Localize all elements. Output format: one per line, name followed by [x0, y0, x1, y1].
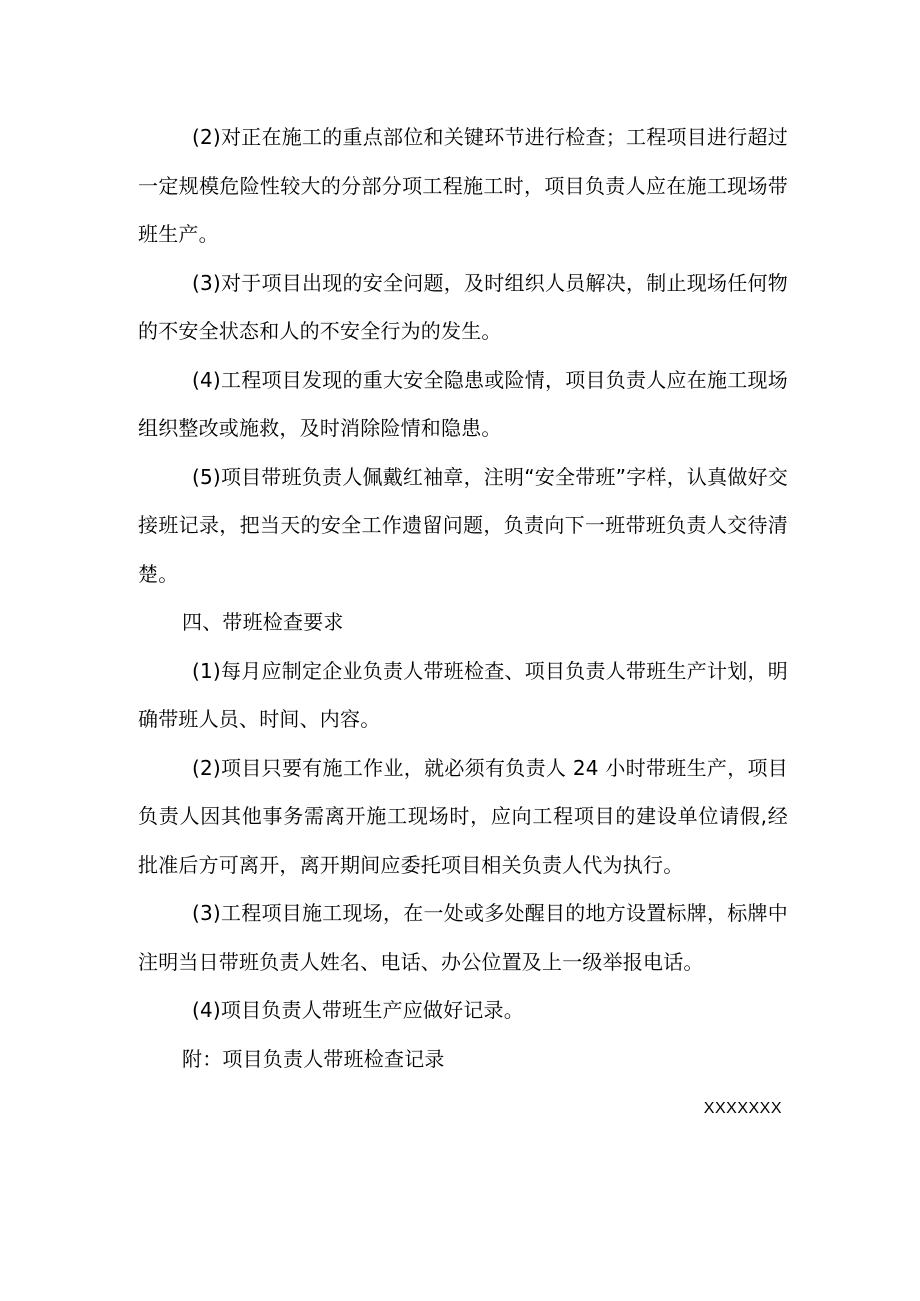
- document-body: [138, 113, 788, 1083]
- attachment-note: 附：项目负责人带班检查记录: [182, 1046, 445, 1071]
- requirement-item-1: (1)每月应制定企业负责人带班检查、项目负责人带班生产计划，明确带班人员、时间、内容。: [138, 658, 788, 731]
- requirement-item-4: (4)项目负责人带班生产应做好记录。: [192, 998, 524, 1022]
- requirement-item-3: (3)工程项目施工现场，在一处或多处醒目的地方设置标牌，标牌中注明当日带班负责人姓名、电话、办公位置及上一级举报电话。: [138, 901, 788, 974]
- requirement-item-2: (2)项目只要有施工作业，就必须有负责人 24 小时带班生产，项目负责人因其他事务需离开施工现场时，应向工程项目的建设单位请假,经批准后方可离开，离开期间应委托项目相关负责人代为执行。: [138, 755, 788, 877]
- section-heading: 四、带班检查要求: [182, 610, 344, 634]
- paragraph-item-3: (3)对于项目出现的安全问题，及时组织人员解决，制止现场任何物的不安全状态和人的不安全行为的发生。: [138, 270, 788, 343]
- paragraph-item-5: (5)项目带班负责人佩戴红袖章，注明“安全带班”字样，认真做好交接班记录，把当天的安全工作遗留问题，负责向下一班带班负责人交待清楚。: [138, 464, 788, 586]
- paragraph-item-2: (2)对正在施工的重点部位和关键环节进行检查；工程项目进行超过一定规模危险性较大的分部分项工程施工时，项目负责人应在施工现场带班生产。: [138, 125, 788, 246]
- signature-text: XXXXXXX: [703, 1100, 782, 1117]
- paragraph-item-4: (4)工程项目发现的重大安全隐患或险情，项目负责人应在施工现场组织整改或施救，及时消除险情和隐患。: [138, 367, 788, 440]
